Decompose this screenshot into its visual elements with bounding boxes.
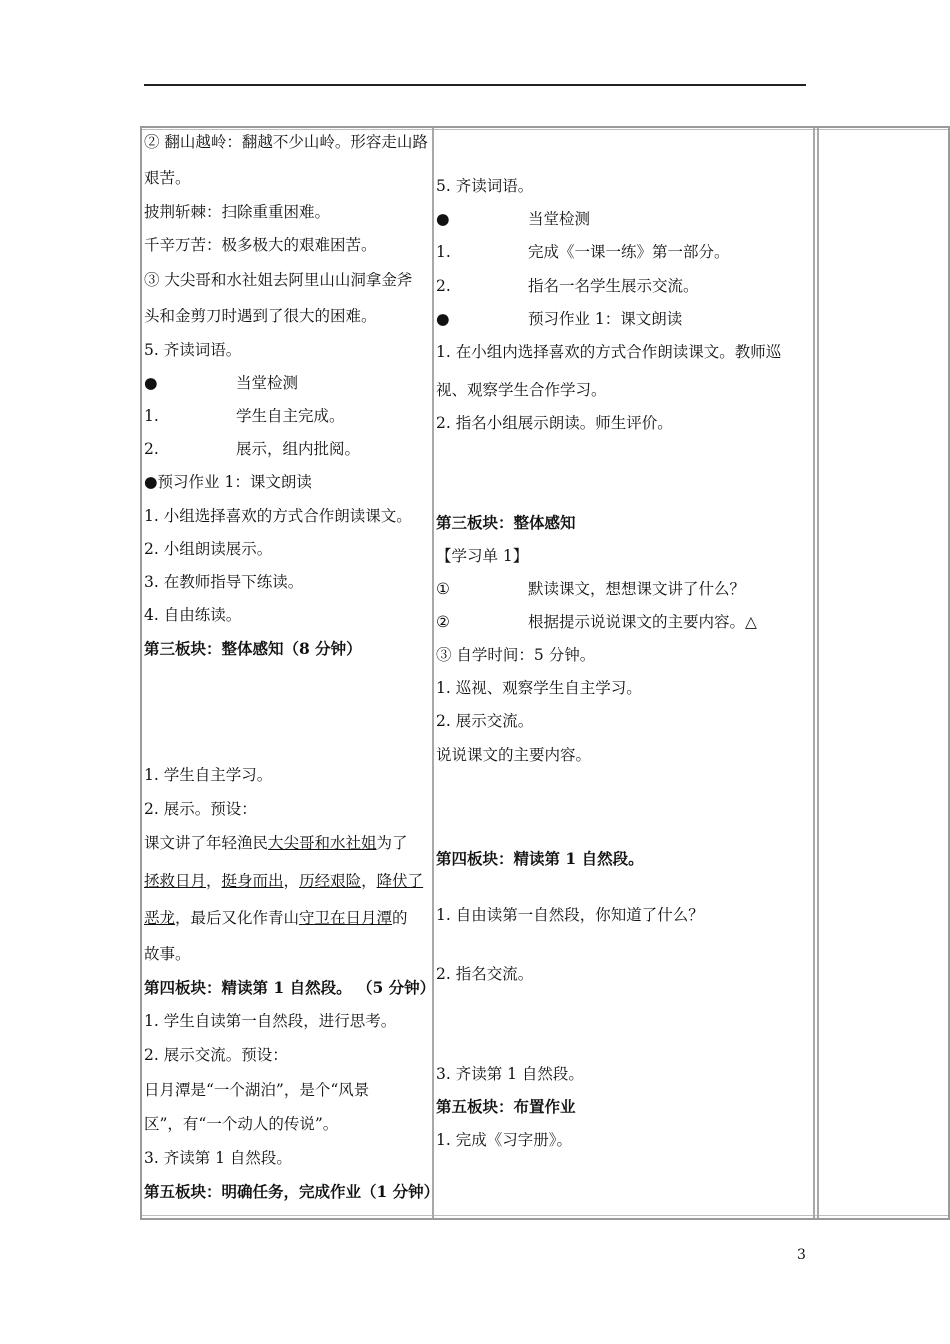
list-marker: ● xyxy=(436,310,450,328)
left-text-line: 5. 齐读词语。 xyxy=(144,341,242,359)
left-text-line: 2. 展示。预设： xyxy=(144,800,257,818)
right-text-line: ③ 自学时间：5 分钟。 xyxy=(436,646,596,664)
left-text-line: 3. 在教师指导下练读。 xyxy=(144,573,304,591)
text-segment: 守卫在日月潭 xyxy=(299,909,393,927)
text-segment: 的 xyxy=(392,909,408,927)
list-marker: ● xyxy=(144,374,158,392)
text-segment: 挺身而出 xyxy=(221,872,284,890)
text-segment: ， xyxy=(206,872,222,890)
left-text-line xyxy=(144,908,408,928)
list-item-text: 指名一名学生展示交流。 xyxy=(528,277,699,295)
right-text-line: 1. 自由读第一自然段，你知道了什么？ xyxy=(436,906,704,924)
right-text-line: 说说课文的主要内容。 xyxy=(436,746,592,764)
right-section-heading: 第三板块：整体感知 xyxy=(436,513,576,532)
left-text-line: 艰苦。 xyxy=(144,169,191,187)
list-item-text: 默读课文，想想课文讲了什么？ xyxy=(528,580,746,598)
left-section-heading: 第四板块：精读第 1 自然段。 （5 分钟） xyxy=(144,978,436,997)
table-top-inner-rule xyxy=(142,129,948,130)
list-item-text: 展示，组内批阅。 xyxy=(236,440,361,458)
column-divider-3 xyxy=(817,128,819,1218)
text-segment: ， xyxy=(283,872,300,890)
left-text-line: 日月潭是“一个湖泊”，是个“风景 xyxy=(144,1081,370,1099)
right-text-line: 视、观察学生合作学习。 xyxy=(436,381,607,399)
right-text-line: 【学习单 1】 xyxy=(436,547,529,565)
text-segment: 为了 xyxy=(376,834,408,852)
page-number: 3 xyxy=(797,1247,806,1263)
list-marker: ● xyxy=(436,210,450,228)
list-marker: ① xyxy=(436,580,450,598)
column-divider-2 xyxy=(813,128,815,1218)
text-segment: 历经艰险 xyxy=(299,872,362,890)
text-segment: 课文讲了年轻渔民 xyxy=(144,834,269,852)
left-text-line xyxy=(144,871,423,891)
left-text-line: 1. 学生自读第一自然段，进行思考。 xyxy=(144,1012,397,1030)
right-text-line xyxy=(436,276,699,296)
list-marker: 1. xyxy=(144,407,159,425)
list-marker: ② xyxy=(436,613,450,631)
list-item-text: 根据提示说说课文的主要内容。△ xyxy=(528,613,757,631)
list-marker: 2. xyxy=(436,277,451,295)
left-text-line: ② 翻山越岭：翻越不少山岭。形容走山路 xyxy=(144,133,428,151)
right-text-line xyxy=(436,612,757,632)
list-item-text: 学生自主完成。 xyxy=(236,407,345,425)
text-segment: 恶龙 xyxy=(144,909,176,927)
right-text-line xyxy=(436,309,682,329)
left-section-heading: 第三板块：整体感知（8 分钟） xyxy=(144,639,362,658)
right-section-heading: 第五板块：布置作业 xyxy=(436,1097,576,1116)
right-text-line: 1. 巡视、观察学生自主学习。 xyxy=(436,679,642,697)
list-item-text: 当堂检测 xyxy=(236,374,299,392)
left-text-line: 1. 小组选择喜欢的方式合作朗读课文。 xyxy=(144,507,412,525)
right-text-line: 2. 展示交流。 xyxy=(436,712,534,730)
left-text-line: ③ 大尖哥和水社姐去阿里山山洞拿金斧 xyxy=(144,271,413,289)
list-marker: 1. xyxy=(436,243,451,261)
table-bottom-inner-rule xyxy=(142,1215,948,1216)
left-text-line: 3. 齐读第 1 自然段。 xyxy=(144,1149,292,1167)
left-text-line: 区”，有“一个动人的传说”。 xyxy=(144,1115,339,1133)
right-text-line xyxy=(436,579,745,599)
left-text-line: 2. 展示交流。预设： xyxy=(144,1046,288,1064)
right-text-line xyxy=(436,209,590,229)
right-text-line: 1. 完成《习字册》。 xyxy=(436,1131,572,1149)
left-text-line: 千辛万苦：极多极大的艰难困苦。 xyxy=(144,236,377,254)
left-text-line xyxy=(144,833,408,853)
right-text-line: 5. 齐读词语。 xyxy=(436,177,534,195)
right-section-heading: 第四板块：精读第 1 自然段。 xyxy=(436,849,644,868)
list-item-text: 完成《一课一练》第一部分。 xyxy=(528,243,730,261)
left-text-line: 头和金剪刀时遇到了很大的困难。 xyxy=(144,307,377,325)
right-text-line xyxy=(436,242,730,262)
text-segment: ， xyxy=(361,872,377,890)
text-segment: 大尖哥和水社姐 xyxy=(268,834,377,852)
left-text-line: 2. 小组朗读展示。 xyxy=(144,540,273,558)
left-text-line: ●预习作业 1：课文朗读 xyxy=(144,473,312,491)
left-text-line: 1. 学生自主学习。 xyxy=(144,766,273,784)
right-text-line: 2. 指名交流。 xyxy=(436,965,534,983)
right-text-line: 3. 齐读第 1 自然段。 xyxy=(436,1065,584,1083)
left-text-line xyxy=(144,406,345,426)
left-text-line: 故事。 xyxy=(144,945,191,963)
list-marker: 2. xyxy=(144,440,159,458)
text-segment: 拯救日月 xyxy=(144,872,207,890)
left-text-line: 4. 自由练读。 xyxy=(144,606,242,624)
left-text-line xyxy=(144,373,298,393)
left-text-line xyxy=(144,439,360,459)
left-text-line: 披荆斩棘：扫除重重困难。 xyxy=(144,203,331,221)
list-item-text: 预习作业 1：课文朗读 xyxy=(528,310,683,328)
column-divider-1 xyxy=(432,128,434,1218)
text-segment: 降伏了 xyxy=(376,872,424,890)
list-item-text: 当堂检测 xyxy=(528,210,591,228)
text-segment: ，最后又化作青山 xyxy=(175,909,300,927)
left-section-heading: 第五板块：明确任务，完成作业（1 分钟） xyxy=(144,1182,440,1201)
right-text-line: 1. 在小组内选择喜欢的方式合作朗读课文。教师巡 xyxy=(436,343,782,361)
header-rule xyxy=(144,84,806,86)
right-text-line: 2. 指名小组展示朗读。师生评价。 xyxy=(436,414,673,432)
